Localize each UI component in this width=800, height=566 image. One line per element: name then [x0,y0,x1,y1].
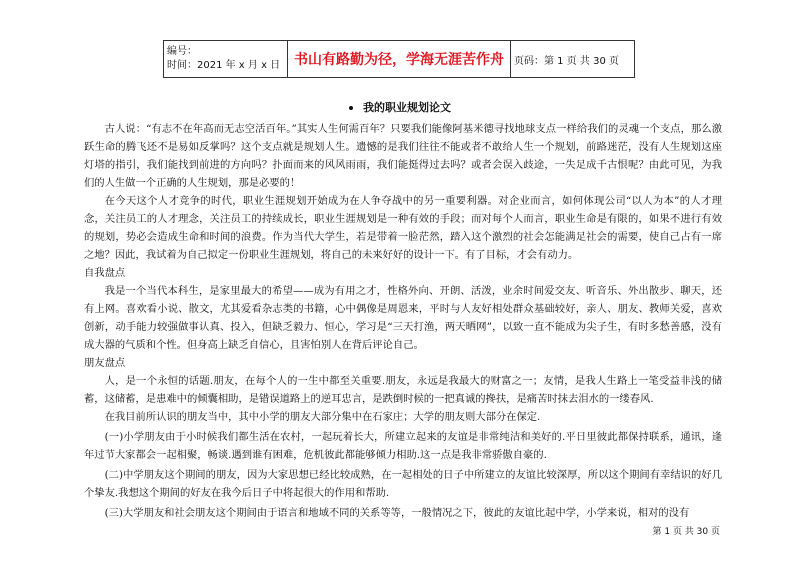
document-body [84,120,722,522]
section-heading-self: 自我盘点 [84,267,126,279]
section-heading-friends: 朋友盘点 [84,357,126,369]
document-title: 我的职业规划论文 [363,101,451,114]
friends-paragraph-3: (一)小学朋友由于小时候我们都生活在农村，一起玩着长大，所建立起来的友谊是非常纯洁和美好的.平日里彼此都保持联系，通讯，逢年过节大家都会一起相聚，畅谈.遇到谁有困难，危机彼此都能够倾力相助.这一点是我非常骄傲自豪的. [84,431,722,461]
header-meta-cell [164,41,288,78]
header-table [163,40,635,78]
friends-paragraph-2: 在我目前所认识的朋友当中，其中小学的朋友大部分集中在石家庄；大学的朋友则大部分在保定. [104,411,541,423]
friends-paragraph-5: (三)大学朋友和社会朋友这个期间由于语言和地域不同的关系等等，一般情况之下，彼此的友谊比起中学，小学来说，相对的没有 [104,507,690,519]
intro-paragraph-2: 在今天这个人才竞争的时代，职业生涯规划开始成为在人争夺战中的另一重要利器。对企业而言，如何体现公司“以人为本”的人才理念，关注员工的人才理念，关注员工的持续成长，职业生涯规划是一种有效的手段；而对每个人而言，职业生命是有限的，如果不进行有效的规划，势必会造成生命和时间的浪费。作为当代大学生，若是带着一脸茫然，踏入这个激烈的社会怎能满足社会的需要，使自己占有一席之地？因此，我试着为自己拟定一份职业生涯规划，将自己的未来好好的设计一下。有了目标，才会有动力。 [84,195,722,261]
friends-paragraph-1: 人，是一个永恒的话题.朋友，在每个人的一生中都至关重要.朋友，永远是我最大的财富之一；友情，是我人生路上一笔受益非浅的储蓄，这储蓄，是患难中的倾囊相助，是错误道路上的逆耳忠言，是跌倒时候的一把真诚的搀扶，是痛苦时抹去泪水的一缕春风. [84,375,722,405]
document-number-label: 编号： [167,46,197,57]
document-title-row [0,99,800,115]
friends-paragraph-4: (二)中学朋友这个期间的朋友，因为大家思想已经比较成熟，在一起相处的日子中所建立的友谊比较深厚，所以这个期间有幸结识的好几个挚友.我想这个期间的好友在我今后日子中将起很大的作用和帮助. [84,469,722,499]
document-time-label: 时间：2021 年 x 月 x 日 [167,60,281,71]
header-motto: 书山有路勤为径，学海无涯苦作舟 [288,41,511,78]
header-page-info: 页码：第 1 页 共 30 页 [511,41,635,78]
self-paragraph: 我是一个当代本科生，是家里最大的希望——成为有用之才，性格外向、开朗、活泼，业余时间爱交友、听音乐、外出散步、聊天，还有上网。喜欢看小说、散文，尤其爱看杂志类的书籍，心中偶像是周恩来，平时与人友好相处群众基础较好，亲人、朋友、教师关爱，喜欢创新，动手能力较强做事认真、投入，但缺乏毅力、恒心，学习是“三天打渔，两天晒网”，以致一直不能成为尖子生，有时多愁善感，没有成大器的气质和个性。但身高上缺乏自信心，且害怕别人在背后评论自己。 [84,285,722,351]
bullet-dot-icon [349,106,353,110]
intro-paragraph-1: 古人说：“有志不在年高而无志空活百年。”其实人生何需百年？只要我们能像阿基米德寻找地球支点一样给我们的灵魂一个支点，那么激跃生命的腾飞还不是易如反掌吗？这个支点就是规划人生。遗憾的是我们往往不能或者不敢给人生一个规划，前路迷茫，没有人生规划这座灯塔的指引，我们能找到前进的方向吗？扑面而来的风风雨雨，我们能挺得过去吗？或者会误入歧途，一失足成千古恨呢？由此可见，为我们的人生做一个正确的人生规划，那是必要的！ [84,123,722,189]
page-footer: 第 1 页 共 30 页 [652,527,720,537]
